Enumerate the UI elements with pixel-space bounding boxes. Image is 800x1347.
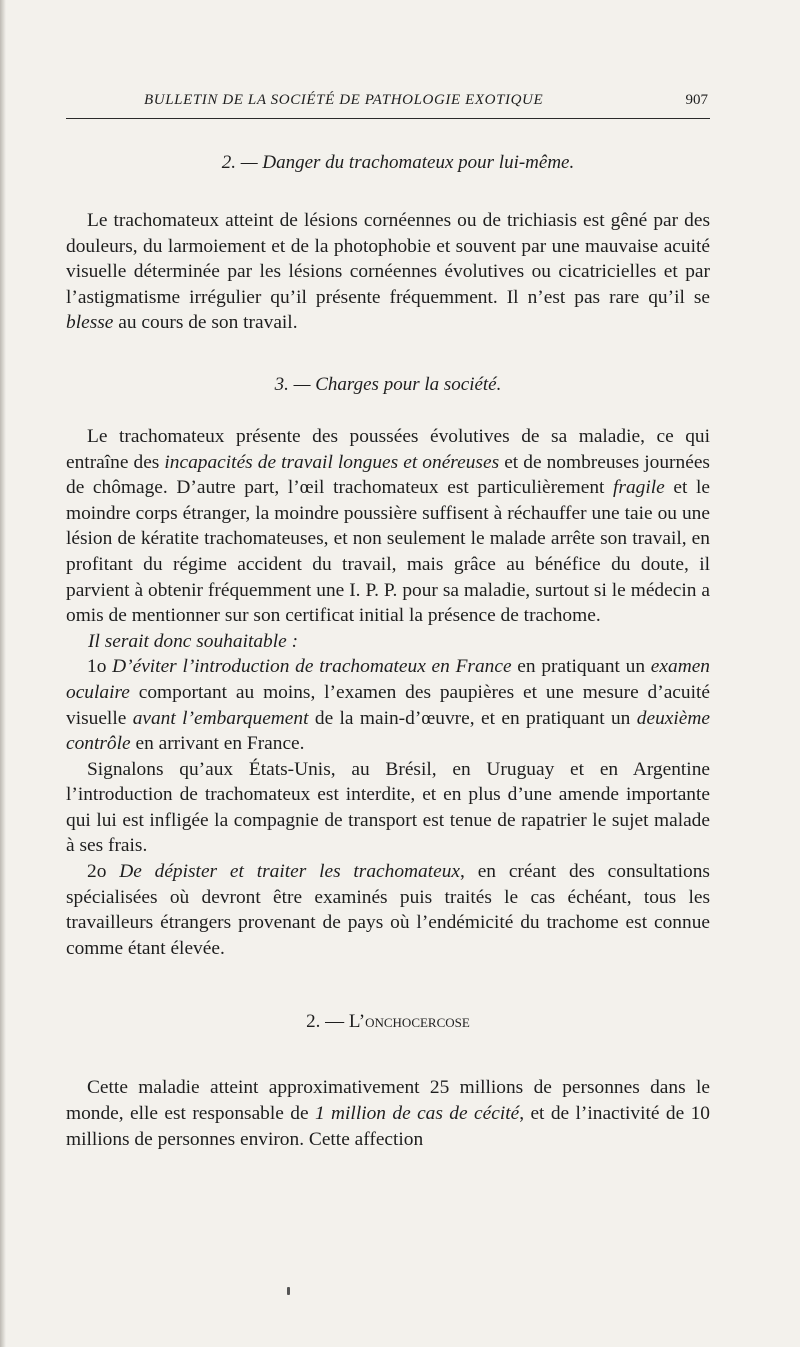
italic-run: D’éviter l’introduction de trachomateux en France xyxy=(112,656,512,678)
heading-title: L’onchocercose xyxy=(348,1011,470,1033)
text-run: en arrivant en France. xyxy=(130,733,305,755)
text-run: comportant au moins, l’examen des paupières et une mesure d’acuité visuelle xyxy=(66,681,710,729)
print-mark xyxy=(287,1287,290,1295)
text-run: et le moindre corps étranger, la moindre poussière suffisent à réchauffer une taie ou une lésion de kératite trachomateuses, et non seulement le malade arrête son travail, en profitant du régime accident du travail, mais grâce au bénéfice du doute, il parvient à obtenir fréquemment une I. P. P. pour sa maladie, surtout si le médecin a omis de mentionner sur son certificat initial la présence de trachome. xyxy=(66,477,710,627)
journal-title: BULLETIN DE LA SOCIÉTÉ DE PATHOLOGIE EXOTIQUE xyxy=(144,92,544,108)
page-number: 907 xyxy=(685,92,708,108)
section-heading-danger xyxy=(66,150,710,176)
paragraph-charges xyxy=(66,424,710,629)
italic-run: 1 million de cas de cécité xyxy=(314,1103,520,1125)
text-run: , et de l’inactivité de 10 millions de personnes environ. Cette affection xyxy=(66,1103,710,1150)
italic-run: De dépister et traiter les trachomateux xyxy=(119,861,461,883)
section-heading-charges xyxy=(66,372,710,398)
paragraph-onchocercose xyxy=(66,1075,710,1152)
text-run: de la main-d’œuvre, et en pratiquant un xyxy=(308,707,637,729)
running-head xyxy=(66,88,710,114)
heading-number: 2. — xyxy=(306,1011,349,1033)
text-run: en pratiquant un xyxy=(511,656,651,678)
page-body xyxy=(66,150,710,1152)
text-run: Le trachomateux atteint de lésions cornéennes ou de trichiasis est gêné par des douleurs, du larmoiement et de la photophobie et souvent par une mauvaise acuité visuelle déterminée par les lésions cornéennes évolutives ou cicatricielles et par l’astigmatisme irrégulier qu’il présente fréquemment. Il n’est pas rare qu’il se xyxy=(66,210,710,308)
list-number: 2o xyxy=(87,861,120,883)
lead-sentence xyxy=(66,629,710,655)
italic-run: deuxième contrôle xyxy=(66,707,710,755)
italic-run: fragile xyxy=(613,477,665,499)
italic-run: avant l’embarquement xyxy=(132,707,309,729)
text-run: , en créant des consultations spécialisées où devront être examinés puis traités le cas échéant, tous les travailleurs étrangers provenant de pays où l’endémicité du trachome est connue comme étant élevée. xyxy=(66,861,710,959)
italic-run: examen oculaire xyxy=(66,656,710,703)
italic-run: blesse xyxy=(66,312,114,334)
paragraph-foreign-countries: Signalons qu’aux États-Unis, au Brésil, en Uruguay et en Argentine l’introduction de trachomateux est interdite, et en plus d’une amende importante qui lui est infligée la compagnie de transport est tenue de rapatrier le sujet malade à ses frais. xyxy=(66,758,710,857)
section-heading-charges-text: 3. — Charges pour la société. xyxy=(274,373,502,395)
paragraph-danger xyxy=(66,208,710,336)
italic-run: incapacités de travail longues et onéreuses xyxy=(164,451,500,473)
text-run: Cette maladie atteint approximativement 25 millions de personnes dans le monde, elle est responsable de xyxy=(66,1077,710,1125)
section-heading-onchocercose xyxy=(66,1009,710,1035)
list-number: 1o xyxy=(87,656,113,678)
page-edge-shadow xyxy=(0,0,6,1347)
text-run: et de nombreuses journées de chômage. D’autre part, l’œil trachomateux est particulièrement xyxy=(66,451,710,499)
text-run: au cours de son travail. xyxy=(113,312,298,334)
recommendation-2 xyxy=(66,859,710,961)
header-rule xyxy=(66,118,710,119)
text-run: Le trachomateux présente des poussées évolutives de sa maladie, ce qui entraîne des xyxy=(66,425,710,473)
lead-text: Il serait donc souhaitable : xyxy=(88,630,299,652)
recommendation-1 xyxy=(66,654,710,756)
section-heading-danger-text: 2. — Danger du trachomateux pour lui-même. xyxy=(221,152,575,173)
